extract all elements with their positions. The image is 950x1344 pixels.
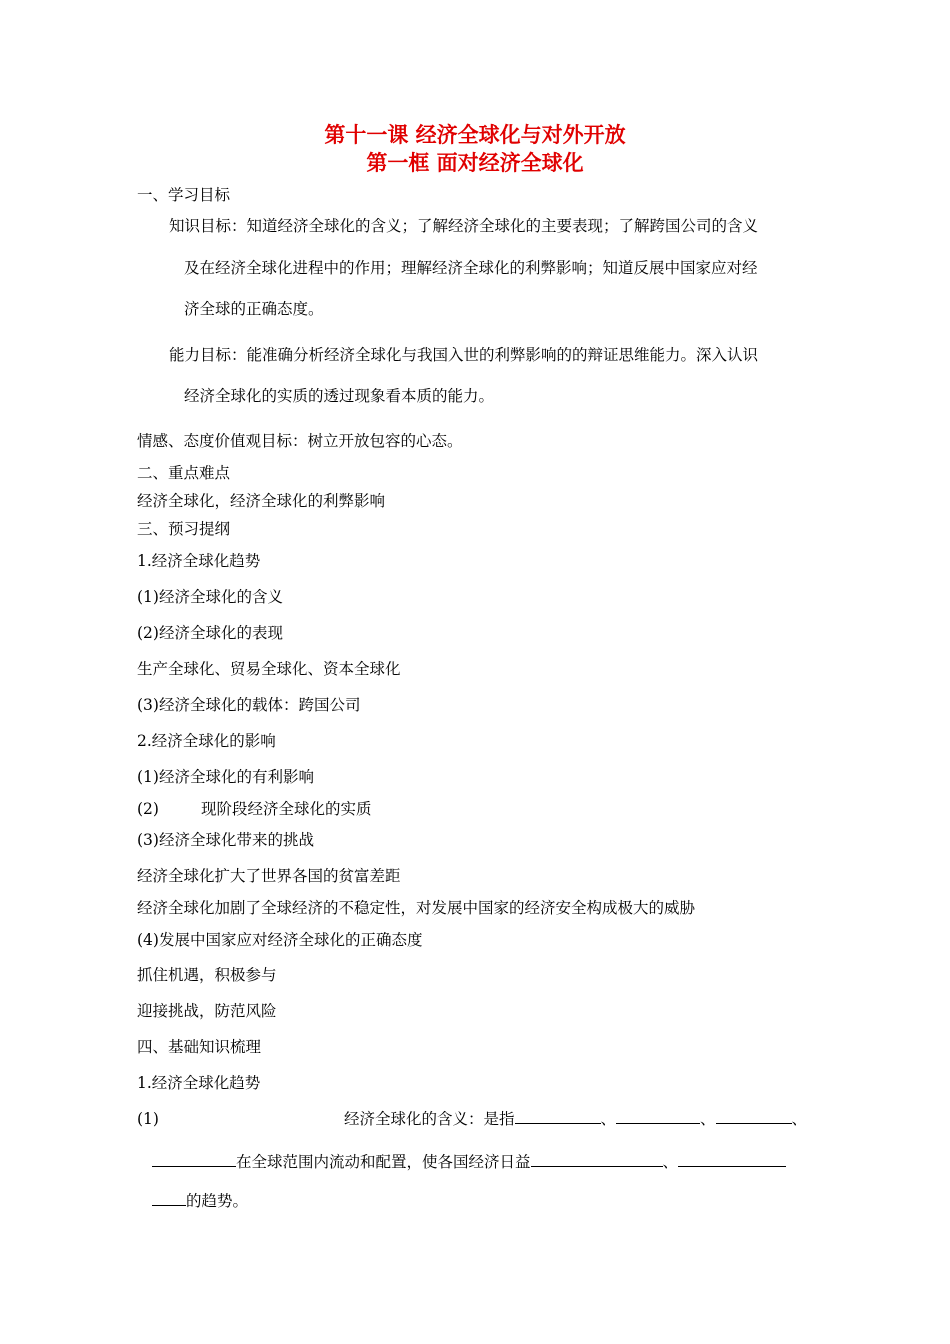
outline-item-2-1: (1)经济全球化的有利影响 <box>137 768 314 786</box>
separator: 、 <box>791 1110 808 1128</box>
blank-6a[interactable] <box>678 1152 786 1167</box>
separator: 、 <box>662 1153 679 1171</box>
definition-end: 的趋势。 <box>186 1192 249 1210</box>
outline-item-1-3: (3)经济全球化的载体：跨国公司 <box>137 696 361 714</box>
heading-learning-goals: 一、学习目标 <box>137 186 231 204</box>
heading-key-points: 二、重点难点 <box>137 464 231 482</box>
outline-item-2: 2.经济全球化的影响 <box>137 732 276 750</box>
blank-5[interactable] <box>531 1152 663 1167</box>
outline-item-2-4-a: 抓住机遇，积极参与 <box>137 966 277 984</box>
definition-middle: 在全球范围内流动和配置，使各国经济日益 <box>236 1153 531 1171</box>
blank-3[interactable] <box>716 1109 792 1124</box>
emotion-goal: 情感、态度价值观目标：树立开放包容的心态。 <box>137 432 463 450</box>
heading-preview-outline: 三、预习提纲 <box>137 520 231 538</box>
outline-item-1-1: (1)经济全球化的含义 <box>137 588 283 606</box>
blank-2[interactable] <box>616 1109 700 1124</box>
outline-item-2-3-b: 经济全球化加剧了全球经济的不稳定性，对发展中国家的经济安全构成极大的威胁 <box>137 899 696 917</box>
ability-goal-line2: 经济全球化的实质的透过现象看本质的能力。 <box>184 387 495 405</box>
blank-4[interactable] <box>152 1152 236 1167</box>
knowledge-goal-line3: 济全球的正确态度。 <box>184 300 324 318</box>
section-title: 第一框 面对经济全球化 <box>366 150 584 175</box>
outline-item-1: 1.经济全球化趋势 <box>137 552 261 570</box>
fill-in-line-2 <box>152 1152 786 1172</box>
blank-1[interactable] <box>515 1109 601 1124</box>
lesson-title: 第十一课 经济全球化与对外开放 <box>324 122 626 147</box>
outline-item-2-2-number: (2) <box>137 800 159 818</box>
outline-item-2-2-text: 现阶段经济全球化的实质 <box>201 800 372 818</box>
knowledge-goal-line1: 知识目标：知道经济全球化的含义；了解经济全球化的主要表现；了解跨国公司的含义 <box>169 217 759 235</box>
heading-basic-knowledge: 四、基础知识梳理 <box>137 1038 262 1056</box>
key-points-text: 经济全球化，经济全球化的利弊影响 <box>137 492 386 510</box>
knowledge-item-1-1-number: (1) <box>137 1110 159 1128</box>
definition-prompt: 经济全球化的含义：是指 <box>344 1110 515 1128</box>
separator: 、 <box>600 1110 617 1128</box>
fill-in-line-3 <box>152 1191 248 1211</box>
outline-item-2-3-a: 经济全球化扩大了世界各国的贫富差距 <box>137 867 401 885</box>
knowledge-item-1: 1.经济全球化趋势 <box>137 1074 261 1092</box>
outline-item-2-4-b: 迎接挑战，防范风险 <box>137 1002 277 1020</box>
outline-item-1-2-text: 生产全球化、贸易全球化、资本全球化 <box>137 660 401 678</box>
outline-item-2-3: (3)经济全球化带来的挑战 <box>137 831 314 849</box>
blank-6b[interactable] <box>152 1191 186 1206</box>
separator: 、 <box>700 1110 716 1128</box>
fill-in-line-1 <box>344 1109 807 1129</box>
knowledge-goal-line2: 及在经济全球化进程中的作用；理解经济全球化的利弊影响；知道反展中国家应对经 <box>184 259 758 277</box>
outline-item-2-4: (4)发展中国家应对经济全球化的正确态度 <box>137 931 423 949</box>
outline-item-1-2: (2)经济全球化的表现 <box>137 624 283 642</box>
ability-goal-line1: 能力目标：能准确分析经济全球化与我国入世的利弊影响的的辩证思维能力。深入认识 <box>169 346 759 364</box>
